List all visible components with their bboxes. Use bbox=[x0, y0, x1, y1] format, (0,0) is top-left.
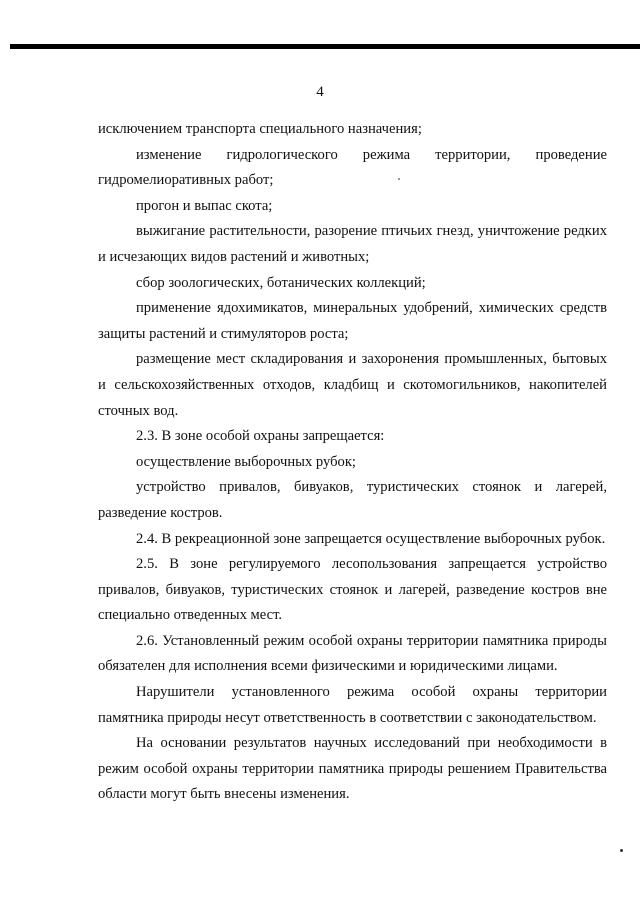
paragraph-4: выжигание растительности, разорение птичьих гнезд, уничтожение редких и исчезающих видов растений и животных; bbox=[98, 223, 607, 265]
paragraph-7: размещение мест складирования и захоронения промышленных, бытовых и сельскохозяйственных отходов, кладбищ и скотомогильников, накопителей сточных вод. bbox=[98, 351, 607, 419]
paragraph-1: исключением транспорта специального назначения; bbox=[98, 121, 422, 137]
paragraph-14: Нарушители установленного режима особой охраны территории памятника природы несут ответственность в соответствии с законодательством. bbox=[98, 684, 607, 726]
paragraph-11: 2.4. В рекреационной зоне запрещается осуществление выборочных рубок. bbox=[136, 530, 606, 547]
paragraph-15: На основании результатов научных исследований при необходимости в режим особой охраны территории памятника природы решением Правительства области могут быть внесены изменения. bbox=[98, 735, 607, 803]
header-rule bbox=[10, 44, 640, 49]
paragraph-10: устройство привалов, бивуаков, туристических стоянок и лагерей, разведение костров. bbox=[98, 479, 607, 521]
paragraph-5: сбор зоологических, ботанических коллекций; bbox=[136, 274, 426, 291]
document-body bbox=[98, 117, 607, 808]
paragraph-12: 2.5. В зоне регулируемого лесопользования запрещается устройство привалов, бивуаков, туристических стоянок и лагерей, разведение костров вне специально отведенных мест. bbox=[98, 556, 607, 624]
scan-speck bbox=[398, 178, 400, 180]
paragraph-8: 2.3. В зоне особой охраны запрещается: bbox=[136, 428, 385, 445]
paragraph-9: осуществление выборочных рубок; bbox=[136, 453, 356, 470]
page-number: 4 bbox=[316, 84, 324, 100]
scan-dot bbox=[620, 849, 623, 852]
paragraph-3: прогон и выпас скота; bbox=[136, 197, 273, 214]
paragraph-2: изменение гидрологического режима территории, проведение гидромелиоративных работ; bbox=[98, 146, 607, 189]
paragraph-6: применение ядохимикатов, минеральных удобрений, химических средств защиты растений и стимуляторов роста; bbox=[98, 300, 607, 342]
paragraph-13: 2.6. Установленный режим особой охраны территории памятника природы обязателен для исполнения всеми физическими и юридическими лицами. bbox=[98, 632, 607, 675]
